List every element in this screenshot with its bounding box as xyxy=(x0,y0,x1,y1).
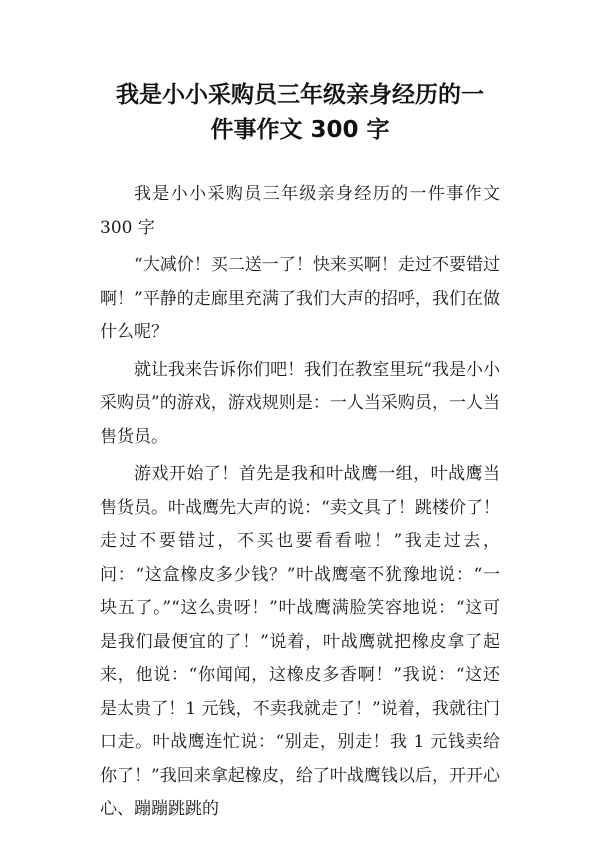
title-line-2: 件事作文 300 字 xyxy=(210,117,390,143)
paragraph-3: 就让我来告诉你们吧！我们在教室里玩“我是小小采购员”的游戏，游戏规则是：一人当采购员，一人当售货员。 xyxy=(100,359,500,447)
article-body xyxy=(100,178,500,831)
paragraph-1: 我是小小采购员三年级亲身经历的一件事作文 300 字 xyxy=(100,184,500,238)
title-line-1: 我是小小采购员三年级亲身经历的一 xyxy=(116,82,484,108)
paragraph-2: “大减价！买二送一了！快来买啊！走过不要错过啊！”平静的走廊里充满了我们大声的招呼，我们在做什么呢？ xyxy=(100,255,500,342)
document-title xyxy=(80,78,520,148)
paragraph-4: 游戏开始了！首先是我和叶战鹰一组，叶战鹰当售货员。叶战鹰先大声的说：“卖文具了！跳楼价了！走过不要错过，不买也要看看啦！”我走过去，问：“这盒橡皮多少钱？”叶战鹰毫不犹豫地说：“一块五了。”“这么贵呀！”叶战鹰满脸笑容地说：“这可是我们最便宜的了！”说着，叶战鹰就把橡皮拿了起来，他说：“你闻闻，这橡皮多香啊！”我说：“这还是太贵了！1 元钱，不卖我就走了！”说着，我就往门口走。叶战鹰连忙说：“别走，别走！我 1 元钱卖给你了！”我回来拿起橡皮，给了叶战鹰钱以后，开开心心、蹦蹦跳跳的 xyxy=(100,464,500,819)
